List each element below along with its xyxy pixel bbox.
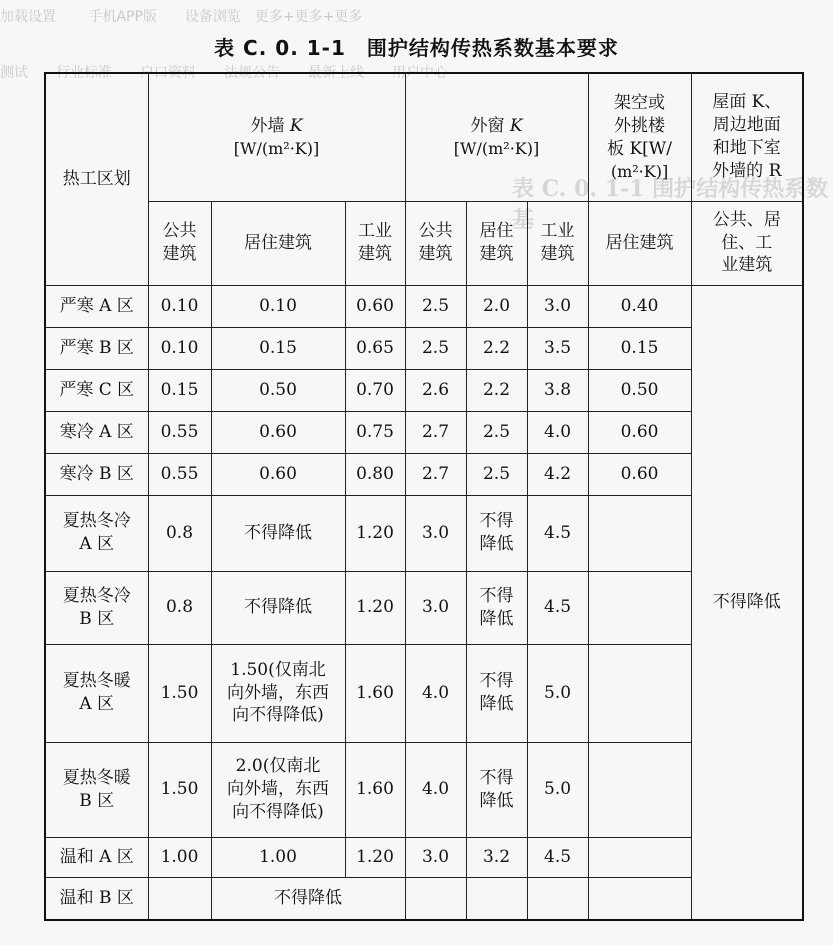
heat-transfer-table: [44, 72, 804, 921]
window-residential-cell: 不得 降低: [466, 495, 527, 571]
zone-cell: 严寒 C 区: [45, 369, 148, 411]
window-residential-cell: 不得 降低: [466, 644, 527, 742]
table-row: [45, 877, 803, 920]
floor-cell: 0.50: [588, 369, 691, 411]
wall-industrial-cell: 1.20: [345, 837, 405, 877]
zone-cell: 夏热冬暖 B 区: [45, 742, 148, 837]
window-public-cell: 2.7: [405, 453, 466, 495]
window-residential-cell: 不得 降低: [466, 571, 527, 644]
window-industrial-cell: 4.5: [527, 571, 588, 644]
window-public-cell: [405, 877, 466, 920]
window-public-cell: 2.5: [405, 285, 466, 327]
wall-public-cell: 0.10: [148, 285, 211, 327]
floor-cell: [588, 877, 691, 920]
zone-cell: 寒冷 A 区: [45, 411, 148, 453]
floor-cell: 0.60: [588, 411, 691, 453]
background-duplicate-title: 表 C. 0. 1-1 围护结构传热系数基: [512, 176, 829, 233]
wall-public-header: 公共 建筑: [148, 201, 211, 285]
wall-residential-cell: 不得降低: [211, 571, 345, 644]
wall-public-cell: 0.15: [148, 369, 211, 411]
table-row: [45, 644, 803, 742]
background-nav-bar: 测试 行业标准 户口资料 法规公告 最新上线 用户中心: [0, 65, 448, 81]
wall-public-cell: 1.00: [148, 837, 211, 877]
window-industrial-cell: 5.0: [527, 644, 588, 742]
table-row: [45, 285, 803, 327]
wall-industrial-cell: 0.70: [345, 369, 405, 411]
wall-public-cell: 0.8: [148, 495, 211, 571]
window-residential-cell: [466, 877, 527, 920]
zone-cell: 夏热冬冷 A 区: [45, 495, 148, 571]
table-row: [45, 411, 803, 453]
window-industrial-cell: 3.0: [527, 285, 588, 327]
window-public-cell: 4.0: [405, 742, 466, 837]
window-industrial-cell: 5.0: [527, 742, 588, 837]
wall-residential-cell: 0.60: [211, 411, 345, 453]
zone-cell: 温和 B 区: [45, 877, 148, 920]
window-industrial-cell: 4.2: [527, 453, 588, 495]
zone-cell: 寒冷 B 区: [45, 453, 148, 495]
wall-residential-cell: 不得降低: [211, 495, 345, 571]
window-industrial-header: 工业 建筑: [527, 201, 588, 285]
table-row: [45, 453, 803, 495]
wall-residential-cell: 0.10: [211, 285, 345, 327]
wall-public-cell: [148, 877, 211, 920]
wall-public-cell: 0.8: [148, 571, 211, 644]
wall-industrial-cell: 0.80: [345, 453, 405, 495]
window-residential-cell: 3.2: [466, 837, 527, 877]
wall-industrial-cell: 0.65: [345, 327, 405, 369]
window-public-cell: 3.0: [405, 837, 466, 877]
wall-public-cell: 1.50: [148, 742, 211, 837]
floor-cell: [588, 495, 691, 571]
window-residential-cell: 2.2: [466, 369, 527, 411]
floor-cell: [588, 742, 691, 837]
wall-public-cell: 0.10: [148, 327, 211, 369]
table-row: [45, 327, 803, 369]
wall-industrial-cell: 1.60: [345, 644, 405, 742]
window-industrial-cell: 4.0: [527, 411, 588, 453]
wall-industrial-cell: 0.75: [345, 411, 405, 453]
window-public-cell: 2.6: [405, 369, 466, 411]
window-residential-cell: 不得 降低: [466, 742, 527, 837]
table-title: 表 C. 0. 1-1 围护结构传热系数基本要求: [214, 36, 619, 60]
window-residential-cell: 2.2: [466, 327, 527, 369]
floor-header: 架空或 外挑楼 板 K[W/ (m²·K)]: [588, 73, 691, 201]
zone-cell: 严寒 B 区: [45, 327, 148, 369]
window-public-header: 公共 建筑: [405, 201, 466, 285]
wall-residential-cell: 1.50(仅南北 向外墙，东西 向不得降低): [211, 644, 345, 742]
zone-cell: 严寒 A 区: [45, 285, 148, 327]
zone-cell: 温和 A 区: [45, 837, 148, 877]
window-public-cell: 2.7: [405, 411, 466, 453]
window-residential-cell: 2.5: [466, 453, 527, 495]
window-residential-cell: 2.0: [466, 285, 527, 327]
wall-industrial-cell: 1.20: [345, 571, 405, 644]
window-header: 外窗 K [W/(m²·K)]: [405, 73, 588, 201]
wall-residential-cell: 0.15: [211, 327, 345, 369]
background-top-bar: 加载设置 手机APP版 设备浏览 更多+更多+更多: [0, 9, 363, 25]
floor-cell: [588, 644, 691, 742]
floor-cell: [588, 571, 691, 644]
wall-header: 外墙 K [W/(m²·K)]: [148, 73, 405, 201]
window-public-cell: 3.0: [405, 571, 466, 644]
wall-merged-cell: 不得降低: [211, 877, 405, 920]
table-row: [45, 742, 803, 837]
window-industrial-cell: 3.5: [527, 327, 588, 369]
floor-residential-header: 居住建筑: [588, 201, 691, 285]
wall-industrial-cell: 1.20: [345, 495, 405, 571]
wall-residential-header: 居住建筑: [211, 201, 345, 285]
roof-merged-cell: 不得降低: [691, 285, 803, 920]
header-row-1: [45, 73, 803, 201]
zone-cell: 夏热冬暖 A 区: [45, 644, 148, 742]
window-residential-header: 居住 建筑: [466, 201, 527, 285]
wall-public-cell: 0.55: [148, 453, 211, 495]
wall-industrial-cell: 0.60: [345, 285, 405, 327]
window-public-cell: 4.0: [405, 644, 466, 742]
wall-public-cell: 0.55: [148, 411, 211, 453]
table-row: [45, 495, 803, 571]
window-industrial-cell: [527, 877, 588, 920]
floor-cell: [588, 837, 691, 877]
wall-residential-cell: 2.0(仅南北 向外墙，东西 向不得降低): [211, 742, 345, 837]
wall-public-cell: 1.50: [148, 644, 211, 742]
wall-residential-cell: 0.50: [211, 369, 345, 411]
zone-header: 热工区划: [45, 73, 148, 285]
window-industrial-cell: 3.8: [527, 369, 588, 411]
table-row: [45, 837, 803, 877]
roof-header: 屋面 K、 周边地面 和地下室 外墙的 R: [691, 73, 803, 201]
window-public-cell: 2.5: [405, 327, 466, 369]
table-row: [45, 369, 803, 411]
wall-residential-cell: 0.60: [211, 453, 345, 495]
wall-industrial-header: 工业 建筑: [345, 201, 405, 285]
zone-cell: 夏热冬冷 B 区: [45, 571, 148, 644]
window-public-cell: 3.0: [405, 495, 466, 571]
wall-industrial-cell: 1.60: [345, 742, 405, 837]
table-row: [45, 571, 803, 644]
header-row-2: [45, 201, 803, 285]
window-industrial-cell: 4.5: [527, 837, 588, 877]
roof-sub-header: 公共、居 住、工 业建筑: [691, 201, 803, 285]
floor-cell: 0.40: [588, 285, 691, 327]
window-residential-cell: 2.5: [466, 411, 527, 453]
wall-residential-cell: 1.00: [211, 837, 345, 877]
window-industrial-cell: 4.5: [527, 495, 588, 571]
floor-cell: 0.60: [588, 453, 691, 495]
floor-cell: 0.15: [588, 327, 691, 369]
